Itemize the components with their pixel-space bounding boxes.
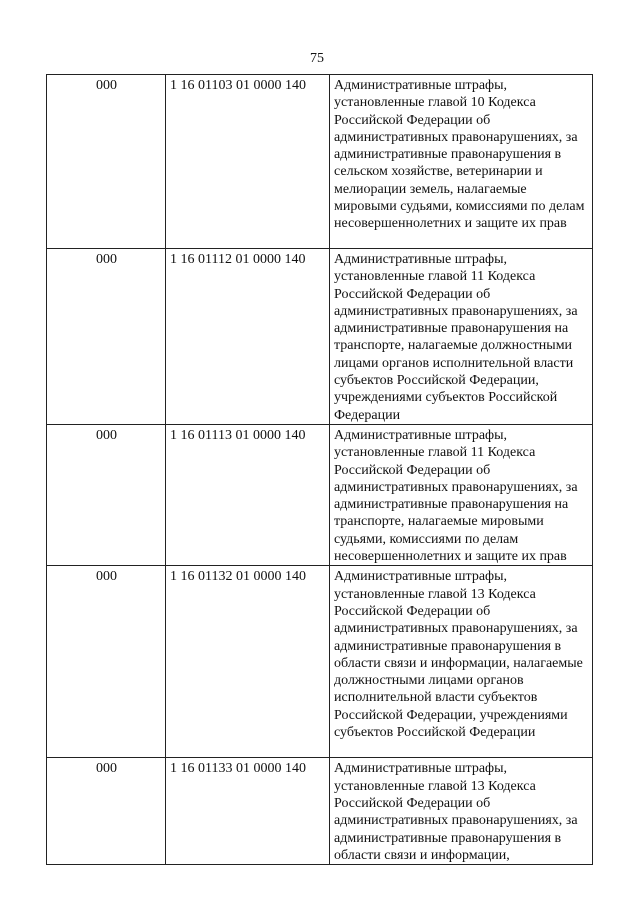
kbk-code-cell: 1 16 01112 01 0000 140 — [166, 249, 330, 425]
kbk-code-cell: 1 16 01132 01 0000 140 — [166, 566, 330, 758]
description-cell: Административные штрафы, установленные главой 13 Кодекса Российской Федерации об административных правонарушениях, за административные правонарушения в области связи и информации, — [330, 758, 593, 865]
admin-code-cell: 000 — [47, 424, 166, 565]
description-cell: Административные штрафы, установленные главой 10 Кодекса Российской Федерации об административных правонарушениях, за административные правонарушения в сельском хозяйстве, ветеринарии и мелиорации земель, налагаемые мировыми судьями, комиссиями по делам несовершеннолетних и защите их прав — [330, 75, 593, 249]
kbk-code-cell: 1 16 01113 01 0000 140 — [166, 424, 330, 565]
description-cell: Административные штрафы, установленные главой 11 Кодекса Российской Федерации об административных правонарушениях, за административные правонарушения на транспорте, налагаемые мировыми судьями, комиссиями по делам несовершеннолетних и защите их прав — [330, 424, 593, 565]
admin-code-cell: 000 — [47, 249, 166, 425]
budget-codes-table — [46, 74, 593, 865]
admin-code-cell: 000 — [47, 758, 166, 865]
page-number: 75 — [310, 51, 324, 66]
admin-code-cell: 000 — [47, 566, 166, 758]
table-row — [47, 75, 593, 249]
table-row — [47, 249, 593, 425]
kbk-code-cell: 1 16 01133 01 0000 140 — [166, 758, 330, 865]
table-row — [47, 758, 593, 865]
kbk-code-cell: 1 16 01103 01 0000 140 — [166, 75, 330, 249]
table-row — [47, 566, 593, 758]
description-cell: Административные штрафы, установленные главой 13 Кодекса Российской Федерации об административных правонарушениях, за административные правонарушения в области связи и информации, налагаемые должностными лицами органов исполнительной власти субъектов Российской Федерации, учреждениями субъектов Российской Федерации — [330, 566, 593, 758]
table-row — [47, 424, 593, 565]
description-cell: Административные штрафы, установленные главой 11 Кодекса Российской Федерации об административных правонарушениях, за административные правонарушения на транспорте, налагаемые должностными лицами органов исполнительной власти субъектов Российской Федерации, учреждениями субъектов Российской Федерации — [330, 249, 593, 425]
admin-code-cell: 000 — [47, 75, 166, 249]
